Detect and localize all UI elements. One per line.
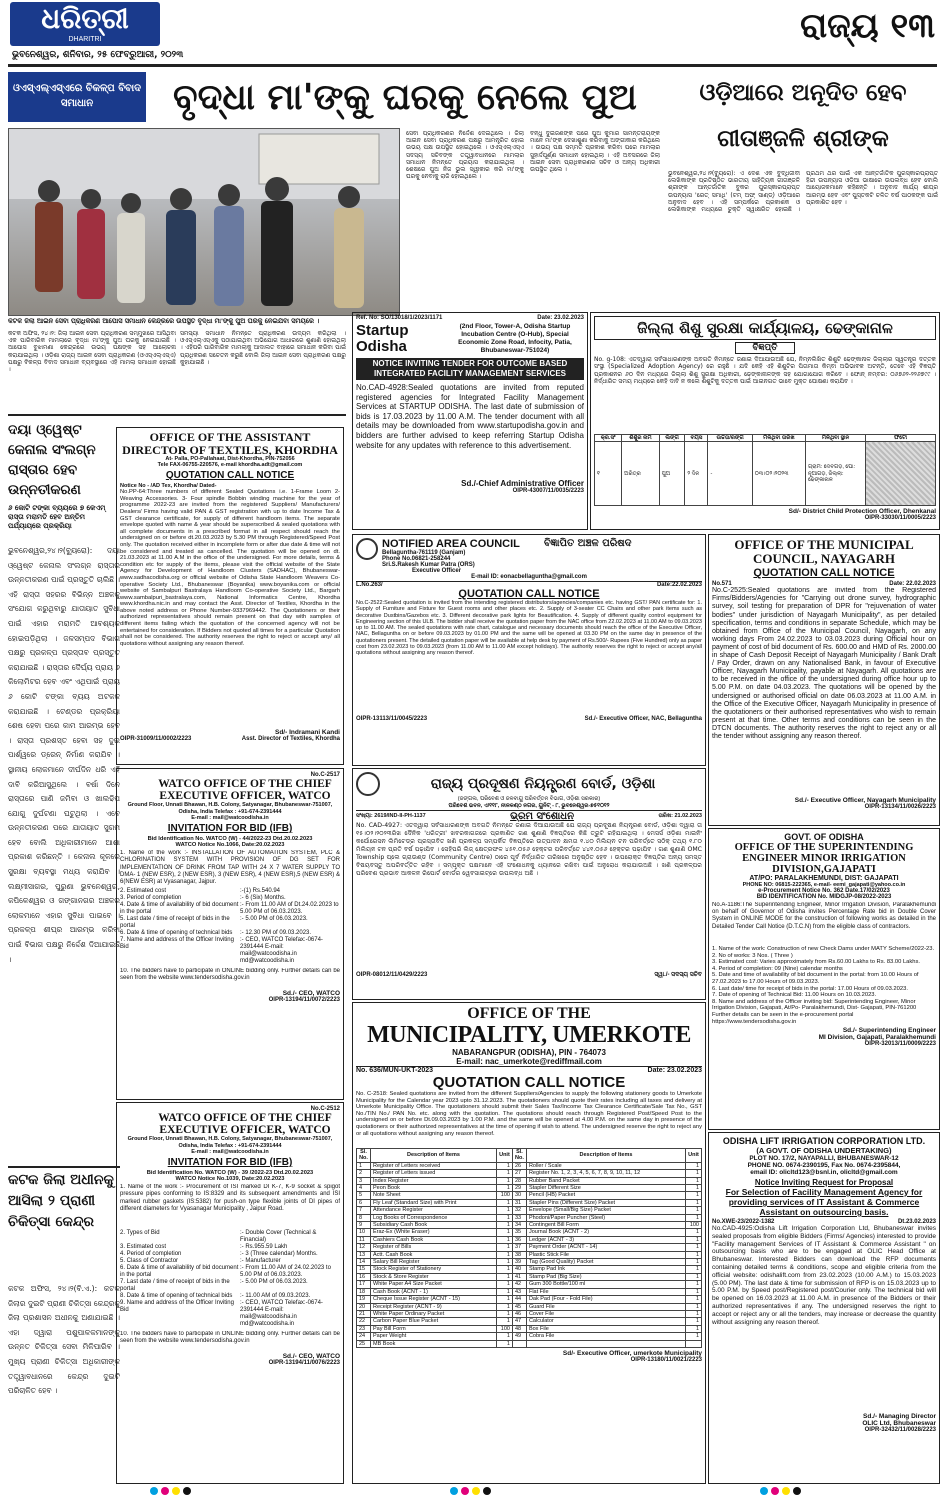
table-cell: 1 — [686, 1170, 702, 1177]
story1-photo — [8, 128, 400, 316]
table-cell: Roller / Scale — [526, 1162, 685, 1169]
table-cell: Ledger (ACNT - 3) — [526, 1236, 685, 1243]
table-cell: 15 — [357, 1266, 371, 1273]
table-cell: Rubber Band Packet — [526, 1177, 685, 1184]
notice-textiles: OFFICE OF THE ASSISTANT DIRECTOR OF TEXTILES, KHORDHA At- Palla, PO-Pallahaat, Dist-Khordha, PIN-752056 Tele FAX-06755-220576, e-mail khordha.adt@gmail.com QUOTATION CALL NOTICE Notice No - /AD Tex, Khordha/ Dated- No.PP-64:Three numbers of different Sealed Quotations i.e. 1-Frame Loom 2- Weaving Accessories. 3- Four spindle Bobbin winding machine for the year of programme 2022-23 are invited from the registered Suppliers/ Manufacturers/ Dealers/ Firms having valid PAN & GST registration with up to date Income Tax & GST clearance certificate, for supply of different handloom items. The separate envelope quoted with name & year should be superscribed & sealed quotations with all complete documents in a prescribed format in all respect should reach the undersigned on or before dt.20.03.2023 by 5.30 PM through Registered/Speed Post only. The quotation received either in incomplete form or after due date & time will not be considered and treated as cancelled. The quotation will be opened on dt. 21.03.2023 at 11.00 A.M in the office of the undersigned. For more details, terms & condition etc for supply of the items, please visit the official website of the State Agency for Development of Handloom Clusters (SADHAC), Bhubaneswar-www.sadhacodisha.org or official website of Odisha State Handloom Weavers Co-operative Society Ltd., Bhubaneswar (Boyanika) www.boyanika.com or official website of Sambalpuri Bastralaya Handloom Co-operative Society Ltd., Bargarh www.sambalpuri_bastralaya.com, National Informatics Centre, Khordha www.khordha.nic.in and may contact the Asst. Director of Textiles, Khordha in the above noted address or Phone Number-9337969442. The Quotationers or their authorized representatives should remain present on that day with samples of different items failing which the quotation of the concerned agency will not be entertained for consideration. If Bidders not quoted all times for a particular Quotation shall not be considered. The authority reserves the right to reject or accept any/ all quotations without assigning any reason thereof. Sd/- Indramani Kandi OIPR-31009/11/0002/2223 Asst. Director of Textiles, Khordha — [116, 427, 344, 765]
notice-nac: NOTIFIED AREA COUNCIL Bellaguntha-761119 (Ganjam) Phone No.06821-258244 Sri.S.Rakesh Kumar Patra (ORS) Executive Officer ବିଜ୍ଞାପିତ ଅଞ୍ଚଳ ପରିଷଦ E-mail ID: eonacbellaguntha@gmail.com L.No.263/ Date:22.02.2023 QUOTATION CALL NOTICE No.C-2522:Sealed quotation is invited from the intending registered distributors/agencies/companies etc. having GST/ PAN certificate for: 1. Supply of Furniture and Fixture for Guest rooms and other places etc. 2. Supply of 3-seater CC Chairs and other park items such as decorative Dustbins/Gazebos etc. 3. Different decorative park lights for Beautification. 4. Supply of different quality control equipment for Engineering section of this ULB. The bidder shall receive the quotation paper from the NAC office from 22.02.2023 at 11.00 AM to 09.03.2023 up to 11.00 AM. The sealed quotations with rate chart, catalogue and necessary documents should reach the office of the Executive Officer, NAC, Bellaguntha on or before 09.03.2023 by 01.00 PM and the same will be opened at 03.30 PM on the same day in presence of the quotationers present. The detailed quotation paper will be available at help desk by payment of Rs.500/- Rupees (Five Hundred) only as paper cost from 23.02.2023 to 09.03.2023 (from 11.00 AM to 11.00 AM except holidays). The authority reserves the right to reject or accept any/all quotations without assigning any reason thereof. OIPR-13113/11/0045/2223 Sd./- Executive Officer, NAC, Bellaguntha — [352, 534, 706, 766]
child-photo — [866, 442, 936, 506]
table-cell: 1 — [496, 1340, 512, 1347]
table-cell: 100 — [496, 1325, 512, 1332]
table-cell: 1 — [496, 1296, 512, 1303]
table-cell: 14 — [357, 1259, 371, 1266]
dcpo-table: କ୍ର.ସଂ ଶିଶୁର ନାମ ଲିଙ୍ଗ ବୟସ ଉଚ୍ଚତା/ରଙ୍ଗ ମିଳିଥିବା ତାରିଖ ମିଳିଥିବା ସ୍ଥାନ ଫଟୋ ୧ ଅରିତ୍ର ପୁଅ ୨ ଦିନ - ୦୩।୦୨।୨୦୨୩ ଗ୍ରାମ: ଦେବଗଡ଼, ପୋ: ନୂଆଗଡ଼, ଜିଲ୍ଲା: ଢେଙ୍କାନାଳ — [594, 434, 936, 506]
people-photo-icon — [9, 129, 400, 316]
table-cell: 31 — [512, 1199, 526, 1206]
table-cell: 35 — [512, 1229, 526, 1236]
color-registration-marks-3 — [760, 1487, 801, 1495]
notice-startup: Ref. No: SO/13018/1/2023/1171 Date: 23.02.2023 Startup Odisha (2nd Floor, Tower-A, Odisha Startup Incubation Centre (O-Hub), Special Economic Zone Road, Infocity, Patia, Bhubaneswar-751024) NOTICE INVITING TENDER FOR OUTCOME BASED INTEGRATED FACILITY MANAGEMENT SERVICES No.CAD-4928:Sealed quotations are invited from reputed registered agencies for Integrated Facility Management Services at STARTUP ODISHA. The last date of submission of bids is 17.03.2023 by 11.00 A.M. The tender document with all details may be downloaded from www.startupodisha.gov.in and bidders are further advised to keep referring Startup Odisha website for any updates with reference to this advertisement. Sd./-Chief Administrative Officer OIPR-43007/11/0035/2223 — [352, 312, 588, 530]
table-cell: Calculator — [526, 1318, 685, 1325]
startup-logo: Startup Odisha — [356, 322, 409, 355]
table-cell: 1 — [686, 1259, 702, 1266]
table-cell: 1 — [496, 1236, 512, 1243]
table-cell: Cash Book (ACNT - 1) — [371, 1288, 497, 1295]
table-cell: 39 — [512, 1259, 526, 1266]
table-row — [357, 1281, 702, 1288]
story1-headline: ବୃଦ୍ଧା ମା'ଙ୍କୁ ଘରକୁ ନେଲେ ପୁଅ — [173, 77, 637, 118]
table-cell: 1 — [496, 1222, 512, 1229]
table-cell: Plastic Stick File — [526, 1251, 685, 1258]
table-cell: 1 — [686, 1236, 702, 1243]
table-cell: 1 — [496, 1273, 512, 1280]
table-row — [357, 1236, 702, 1243]
table-cell: Stock & Store Register — [371, 1273, 497, 1280]
table-cell: 1 — [496, 1170, 512, 1177]
table-cell: 1 — [496, 1318, 512, 1325]
table-cell: 9 — [357, 1222, 371, 1229]
table-cell: 1 — [686, 1296, 702, 1303]
table-cell: 1 — [686, 1288, 702, 1295]
dcpo-title: ଜିଲ୍ଲା ଶିଶୁ ସୁରକ୍ଷା କାର୍ଯ୍ୟାଳୟ, ଢେଙ୍କାନାଳ — [594, 316, 936, 340]
table-row — [357, 1303, 702, 1310]
table-cell: 45 — [512, 1303, 526, 1310]
table-cell: 1 — [496, 1303, 512, 1310]
notice-nayagarh: OFFICE OF THE MUNICIPAL COUNCIL, NAYAGARH QUOTATION CALL NOTICE No.571 Date: 22.02.2023 No.C-2525:Sealed quotations are invited from the Registered Firms/Bidders/Agencies for "Carrying out drone survey, hydrographic survey, soil testing for preparation of DPR for "rejuvenation of water bodies" under jurisdiction of Nayagarh Municipality", as per detailed specification, terms and conditions in separate Schedule, which may be obtained from Office of the Municipal Council, Nayagarh, on any working days From 24.02.2023 to 03.03.2023 during Official hour on payment of cost of bid document of Rs. 600.00 and HMD of Rs. 2000.00 in shape of Cash Deposit Receipt of Nayagarh Municipality / Bank Draft / Pay Order, drawn on any Nationalised Bank, in favour of Executive Officer, Nayagarh Municipality, payable at Nayagarh. All quotations are to be received in the office of the undersigned during office hour up to 5.00 P.M. on date 04.03.2023. The quotations will be opened by the undersigned or authorised official on date 06.03.2023 at 11.00 A.M. in the Office of the Executive Officer, Nayagarh Municipality in presence of the quotationers or their authorised representatives who wish to remain present at that time. Other terms and conditions can be seen in the DTCN documents. The authority reserves the right to reject any or all the tender without assigning any reason thereof. Sd./- Executive Officer, Nayagarh Municipality OIPR-13134/11/0026/2223 — [708, 534, 940, 826]
table-cell: Note Sheet — [371, 1192, 497, 1199]
table-cell: 1 — [686, 1273, 702, 1280]
table-cell: Tag (Good Quality) Packet — [526, 1259, 685, 1266]
story1-body-c: କଟକ ଅଫିସ, ୨୪।୨: ଜିଲା ଆଇନ ସେବା ପ୍ରାଧିକରଣ ସମ୍ମୁଖରେ ଆସିଥିବା ଏକ ପାରିବାରିକ ମାମଲାରେ ବୃଦ୍ଧା ମା'ଙ୍କୁ ପୁଅ ଘରକୁ ନେଇଯାଇଛି । ଆପୋସ ବୁଝାମଣା କେନ୍ଦ୍ରରେ ଉଭୟ ପକ୍ଷଙ୍କ ସହ ଆଲୋଚନା କରାଯାଇଥିଲା । ଓଡ଼ିଶା ରାଜ୍ୟ ଆଇନ ସେବା ପ୍ରାଧିକରଣ (ଓଏସ୍ଏଲ୍ଏସ୍ଏ) ପକ୍ଷରୁ ବିକଳ୍ପ ବିବାଦ ସମାଧାନ ବ୍ୟବସ୍ଥାରେ ଏହି ମାମଲା ସମାଧାନ ହୋଇଛି । — [8, 330, 176, 374]
story1-body-b: ବନ୍ଧୁ ଦୁଇଜଣଙ୍କ ପରେ ପୁଅ କୁମାର ସାମନ୍ତରାୟଙ୍କ ମାନେ ମା'ଙ୍କ ଦେଖାଶୁଣା କରିବାକୁ ଅଙ୍ଗୀକାର କରିଥିଲେ । ଉଭୟ ପକ୍ଷ ସମ୍ମତି ପ୍ରକାଶ କରିବା ପରେ ମାମଲାର ସୁହାର୍ଦ୍ଦପୂର୍ଣ୍ଣ ସମାଧାନ ହୋଇଥିଲା । ଏହି ଅବସରରେ ଜିଲା ଆଇନ ସେବା ପ୍ରାଧିକରଣର ସଚିବ ଓ ଅନ୍ୟ ଅଧିକାରୀ ଉପସ୍ଥିତ ଥିଲେ । — [530, 130, 660, 174]
table-cell: Phodoni/Paper Puncher (Steel) — [526, 1214, 685, 1221]
table-row — [357, 1207, 702, 1214]
table-cell: 29 — [512, 1185, 526, 1192]
table-cell: 1 — [686, 1310, 702, 1317]
table-cell: MB Book — [371, 1340, 497, 1347]
table-cell: 1 — [496, 1207, 512, 1214]
table-cell: 32 — [512, 1207, 526, 1214]
table-cell: 43 — [512, 1288, 526, 1295]
table-cell: 1 — [686, 1303, 702, 1310]
story4-headline: କଟକ ଜିଲା ଅଧୀନକୁ ଆସିଲା ୨ ପ୍ରାଣୀ ଚିକିତ୍ସା କେନ୍ଦ୍ର — [8, 1172, 114, 1230]
story3-headline: ଦୟା ଓ୍ୱେଷ୍ଟ କେନାଲ ସଂଲଗ୍ନ ରାସ୍ତାର ହେବ ଉନ୍ନତୀକରଣ — [8, 422, 96, 498]
table-cell: 1 — [686, 1266, 702, 1273]
table-cell: Register of Letters received — [371, 1162, 497, 1169]
table-cell: 37 — [512, 1244, 526, 1251]
notice-olic: ODISHA LIFT IRRIGATION CORPORATION LTD. (A GOVT. OF ODISHA UNDERTAKING) PLOT NO. 17/2, NAYAPALLI, BHUBANESWAR-12 PHONE NO. 0674-2390195, Fax No. 0674-2395844, email ID: olicltd123@bsnl.in, olicltd@gmail.com Notice Inviting Request for Proposal For Selection of Facility Management Agency for providing services of IT Assistant & Commerce Assistant on outsourcing basis. No.XWE-23/2022-1382 Dt.23.02.2023 No.CAD-4925:Odisha Lift Irrigation Corporation Ltd, Bhubaneswar invites sealed proposals from eligible Bidders (Firms/ Agencies) interested to provide "Facility management Services of IT Assistant & Commerce Assistant " on outsourcing basis who are to be engaged at OLIC Head Office at Bhubaneswar. Interested Bidders can download the RFP documents containing detailed terms & conditions, scope and eligible criteria from the official website: odishalift.com from 23.02.2023 (10.00 A.M.) to 15.03.2023 (5.00 PM). The last date & time for submission of RFP is on 15.03.2023 up to 5.00 P.M. by Speed post/Registered post/Courier only. The technical bid will be opened on 16.03.2023 at 11.00 A.M. in presence of the Bidders or their authorized representatives if any. The undersigned reserves the right to accept or reject any or all the tenders, may increase or decrease the quantity without assigning any reason thereof. Sd./- Managing Director OLIC Ltd, Bhubaneswar OIPR-32432/11/0028/2223 — [708, 1132, 940, 1484]
table-cell: 1 — [496, 1333, 512, 1340]
table-cell: 25 — [357, 1340, 371, 1347]
table-cell: Peon Book — [371, 1185, 497, 1192]
table-cell: Eraz-Ex (White Eraser) — [371, 1229, 497, 1236]
table-cell: 24 — [357, 1333, 371, 1340]
table-cell: Pencil (HB) Packet — [526, 1192, 685, 1199]
table-cell: Stock Register of Stationery — [371, 1266, 497, 1273]
umerkote-items-table: Sl. No. Description of Items Unit Sl. No. Description of Items Unit 1 Register of Letters received 1 26 Roller / Scale 1 2 Register of Letters issued 1 27 Register No. 1, 2, 3, 4, 5, 6, 7, 8, 9, 10, 11, 12 1 3 Index Register 1 28 Rubber Band Packet 1 4 Peon Book 1 29 Stapler Different Size 1 5 Note Sheet 100 30 Pencil (HB) Packet 1 6 Fly Leaf (Standard Size) with Print 1 31 Stapler Pins (Different Size) Packet 1 7 Attendance Register 1 32 Envelope (Small/Big Size) Packet 1 8 Log Books of Correspondence 1 33 Phodoni/Paper Puncher (Steel) 1 9 Subsidiary Cash Book 1 34 Contingent Bill Form 100 10 Eraz-Ex (White Eraser) 1 35 Journal Book (ACNT - 2) 1 11 Cashiers Cash Book 1 36 Ledger (ACNT - 3) 1 12 Register of Bills 1 37 Payment Order (ACNT - 14) 1 13 Actt. Cash Book 1 38 Plastic Stick File 1 14 Salary Bill Register 1 39 Tag (Good Quality) Packet 1 15 Stock Register of Stationery 1 40 Stamp Pad Ink 1 16 Stock & Store Register 1 41 Stamp Pad (Big Size) 1 17 White Paper A4 Size Packet 1 42 Gum 300 Bottle/100 ml 1 18 Cash Book (ACNT - 1) 1 43 Flat File 1 19 Cheque Issue Register (ACNT - 15) 1 44 Dak Pad (Four - Fold File) 1 20 Receipt Register (ACNT - 9) 1 45 Guard File 1 21 White Paper Ordinary Packet 1 46 Cover File 1 22 Carbon Paper Blue Packet 1 47 Calculator 1 23 Pay Bill Form 100 48 Box File 1 24 Paper Weight 1 49 Cobra File 1 25 MB Book 1 — [356, 1148, 702, 1348]
table-cell: Register of Bills — [371, 1244, 497, 1251]
table-cell: 1 — [496, 1288, 512, 1295]
table-cell: 1 — [496, 1281, 512, 1288]
textiles-title: OFFICE OF THE ASSISTANT DIRECTOR OF TEXTILES, KHORDHA — [122, 430, 338, 457]
table-cell: 1 — [496, 1266, 512, 1273]
table-row — [357, 1325, 702, 1332]
table-cell: Fly Leaf (Standard Size) with Print — [371, 1199, 497, 1206]
table-row — [357, 1177, 702, 1184]
table-cell: Flat File — [526, 1288, 685, 1295]
masthead-logo: ଧରିତ୍ରୀ DHARITRI — [10, 2, 160, 46]
table-row — [357, 1340, 702, 1347]
startup-heading: NOTICE INVITING TENDER FOR OUTCOME BASED INTEGRATED FACILITY MANAGEMENT SERVICES — [356, 358, 584, 380]
table-cell: 10 — [357, 1229, 371, 1236]
table-cell: 1 — [496, 1177, 512, 1184]
story1-kicker: ଓଏସ୍ଏଲ୍ଏସ୍ଏରେ ବିକଳ୍ପ ବିବାଦ ସମାଧାନ — [8, 72, 146, 122]
table-cell: 38 — [512, 1251, 526, 1258]
table-cell: 1 — [686, 1207, 702, 1214]
table-cell: 1 — [686, 1244, 702, 1251]
table-cell: 44 — [512, 1296, 526, 1303]
table-cell: 1 — [686, 1318, 702, 1325]
table-row — [357, 1214, 702, 1221]
table-cell: 5 — [357, 1192, 371, 1199]
table-row — [357, 1199, 702, 1206]
table-row — [357, 1229, 702, 1236]
table-cell: 17 — [357, 1281, 371, 1288]
table-cell: 47 — [512, 1318, 526, 1325]
table-row — [357, 1162, 702, 1169]
table-cell: Cover File — [526, 1310, 685, 1317]
table-cell: 1 — [686, 1199, 702, 1206]
table-row — [357, 1273, 702, 1280]
table-cell: Carbon Paper Blue Packet — [371, 1318, 497, 1325]
table-cell: 30 — [512, 1192, 526, 1199]
notice-watco-2: No.C-2512 WATCO OFFICE OF THE CHIEF EXECUTIVE OFFICER, WATCO Ground Floor, Unnati Bhawan, H.B. Colony, Satyanagar, Bhubaneswar-751007, Odisha, India Telefax : +91-674-2391444 E-mail : mail@watcoodisha.in INVITATION FOR BID (IFB) Bid Identification No. WATCO (W) - 39 /2022-23 Dtd.20.02.2023 WATCO Notice No.1039, Date:20.02.2023 1. Name of the work :- Procurement of ISI marked DI K-7, K-9 socket & spigot pressure pipes conforming to IS:8329 and its subsequent amendments and ISI marked rubber gaskets (IS:5382) for push-on type flexible joints of DI pipes of different diameters for Vyasanagar Municipality , Jaipur Road. 2. Types of Bid :- Double Cover (Technical & Financial) 3. Estimated cost :- Rs.955.59 Lakh 4. Period of completion :- 3 (Three calendar) Months. 5. Class of Contractor :- Manufacturer 6. Date & time of availability of bid document in the portal :- From 11.00 AM of 24.02.2023 to 5.00 PM of 06.03.2023. 7. Last date / time of receipt of bids in the portal :- 5.00 PM of 06.03.2023. 8. Date & time of opening of technical bids :- 11.00 AM of 09.03.2023. 9. Name and address of the Officer Inviting Bid :- CEO, WATCO Telefax:-0674-2391444 E-mail: mail@watcoodisha.in md@watcoodisha.in 10. The bidders have to participate in ONLINE bidding only. Further details can be seen from the website www.tendersodisha.gov.in Sd./- CEO, WATCO OIPR-13194/11/0076/2223 — [116, 1102, 344, 1484]
page-label: ରାଜ୍ୟ ୧୩ — [800, 6, 935, 46]
story4-body: କଟକ ଅଫିସ, ୨୪।୨(ବି.ଏ.): କଟକ ଜିଲାର ଦୁଇଟି ପ୍ରାଣୀ ଚିକିତ୍ସା କେନ୍ଦ୍ରକୁ ଜିଲା ପ୍ରଶାସନ ଅଧୀନକୁ ଅଣାଯାଇଛି । ଏହା ଦ୍ୱାରା ପଶୁପାଳକମାନଙ୍କୁ ଉନ୍ନତ ଚିକିତ୍ସା ସେବା ମିଳିପାରିବ । ମୁଖ୍ୟ ପ୍ରାଣୀ ଚିକିତ୍ସା ଅଧିକାରୀଙ୍କ ତତ୍ତ୍ୱାବଧାନରେ କେନ୍ଦ୍ର ଦୁଇଟି ପରିଚାଳିତ ହେବ । — [8, 1284, 120, 1396]
table-cell: 7 — [357, 1207, 371, 1214]
masthead — [0, 0, 945, 70]
table-cell: 1 — [496, 1162, 512, 1169]
table-cell: 16 — [357, 1273, 371, 1280]
table-cell: Log Books of Correspondence — [371, 1214, 497, 1221]
gajapati-items: 1. Name of the work: Construction of new Check Dams under MATY Scheme/2022-23. 2. No of works: 3 Nos. ( Three ) 3. Estimated cost: Varies approximately from Rs.60.00 Lakhs to Rs. 83.00 Lakhs. 4. Period of completion: 09 (Nine) calendar months 5. Date and time of availability of bid document in the portal: from 10.00 Hours of 27.02.2023 to 17.00 Hours of 09.03.2023. 6. Last date/ time for receipt of bids in the portal: 17.00 Hours of 09.03.2023. 7. Date of opening of Technical Bid: 11.00 Hours on 10.03.2023. 8. Name and address of the Officer inviting bid: Superintending Engineer, Minor Irrigation Division, Gajapati, At/Po- Paralakhemundi, Dist- Gajapati, PIN-761200 Further details can be seen in the e-procurement portal https://www.tendersodisha.gov.in — [712, 946, 935, 1025]
table-row — [357, 1244, 702, 1251]
table-cell: 49 — [512, 1333, 526, 1340]
table-cell: Stamp Pad Ink — [526, 1266, 685, 1273]
table-cell: 1 — [496, 1229, 512, 1236]
table-cell: 11 — [357, 1236, 371, 1243]
table-cell: 1 — [496, 1185, 512, 1192]
table-row — [357, 1222, 702, 1229]
table-row — [357, 1170, 702, 1177]
table-cell: 20 — [357, 1303, 371, 1310]
notice-dcpo: ଜିଲ୍ଲା ଶିଶୁ ସୁରକ୍ଷା କାର୍ଯ୍ୟାଳୟ, ଢେଙ୍କାନାଳ ବିଜ୍ଞପ୍ତି No. g-108: ଏତଦ୍ୱାରା ସର୍ବସାଧାରଣଙ୍କ ଅବଗତି ନିମନ୍ତେ ଜଣାଇ ଦିଆଯାଉଅଛି ଯେ, ନିମ୍ନଲିଖିତ ଶିଶୁଟି ଢେଙ୍କାନାଳ ଜିଲ୍ଲାର ସ୍ୱତନ୍ତ୍ର ଦତ୍ତକ ସଂସ୍ଥା (Specialized Adoption Agency) ରେ ରହୁଛି । ଯଦି କେହି ଏହି ଶିଶୁଟିର ପିତାମାତା କିମ୍ବା ଅଭିଭାବକ ଅଟନ୍ତି, ତେବେ ଏହି ବିଜ୍ଞପ୍ତି ପ୍ରକାଶନର ୬୦ ଦିନ ମଧ୍ୟରେ ଜିଲ୍ଲା ଶିଶୁ ସୁରକ୍ଷା ଅଧିକାରୀ, ଢେଙ୍କାନାଳଙ୍କ ସହ ଯୋଗାଯୋଗ କରିବେ । ଫୋନ୍ ନମ୍ବର: ୦୬୭୬୨-୨୨୬୭୯୯ । ନିର୍ଦ୍ଧାରିତ ସମୟ ମଧ୍ୟରେ କେହି ଦାବି ନ କଲେ ଶିଶୁଟିକୁ ଦତ୍ତକ ପାଇଁ ଆଇନଗତ ଭାବେ ମୁକ୍ତ ଘୋଷଣା କରାଯିବ । କ୍ର.ସଂ ଶିଶୁର ନାମ ଲିଙ୍ଗ ବୟସ ଉଚ୍ଚତା/ରଙ୍ଗ ମିଳିଥିବା ତାରିଖ ମିଳିଥିବା ସ୍ଥାନ ଫଟୋ ୧ ଅରିତ୍ର ପୁଅ ୨ ଦିନ - ୦୩।୦୨।୨୦୨୩ ଗ୍ରାମ: ଦେବଗଡ଼, ପୋ: ନୂଆଗଡ଼, ଜିଲ୍ଲା: ଢେଙ୍କାନାଳ Sd/- District Child Protection Officer, Dhenkanal OIPR-33030/11/0005/2223 — [590, 312, 940, 530]
table-row — [357, 1318, 702, 1325]
table-cell: Receipt Register (ACNT - 9) — [371, 1303, 497, 1310]
pollution-board-emblem-icon — [356, 772, 380, 796]
table-row — [357, 1310, 702, 1317]
story2-headline: ଓଡ଼ିଆରେ ଅନୂଦିତ ହେବ ଗୀତାଞ୍ଜଳି ଶ୍ରୀଙ୍କ — [699, 80, 907, 152]
table-cell: Guard File — [526, 1303, 685, 1310]
table-cell: 42 — [512, 1281, 526, 1288]
table-cell: 40 — [512, 1266, 526, 1273]
table-cell: 1 — [686, 1214, 702, 1221]
table-cell: Cashiers Cash Book — [371, 1236, 497, 1243]
table-row — [357, 1251, 702, 1258]
table-cell: 41 — [512, 1273, 526, 1280]
table-cell: Register No. 1, 2, 3, 4, 5, 6, 7, 8, 9, 10, 11, 12 — [526, 1170, 685, 1177]
table-cell: 26 — [512, 1162, 526, 1169]
table-cell: 48 — [512, 1325, 526, 1332]
color-registration-marks-2 — [450, 1487, 491, 1495]
story1-body-d: ସମସ୍ୟା ସମାଧାନ ନିମନ୍ତେ ପ୍ରାଧିକରଣ ଉଦ୍ୟମ କରିଥିଲା । ଓଏସ୍ଏଲ୍ଏସ୍ଏକୁ ପଠାଯାଇଥିବା ଅଭିଯୋଗ ଆଧାରରେ ଶୁଣାଣି ହୋଇଥିଲା । ଏହିପରି ପାରିବାରିକ ମାମଲାକୁ ଆଦାଲତ ବାହାରେ ସମାଧାନ କରିବା ପାଇଁ ପ୍ରାଧିକରଣ ସଚେତନ କରୁଛି ବୋଲି ଜିଲା ଆଇନ ସେବା ପ୍ରାଧିକରଣ ପକ୍ଷରୁ କୁହାଯାଇଛି । — [180, 330, 346, 366]
notice-umerkote: OFFICE OF THE MUNICIPALITY, UMERKOTE NABARANGPUR (ODISHA), PIN - 764073 E-mail: nac_umerkote@rediffmail.com No. 636/MUN-UKT-2023 Date: 23.02.2023 QUOTATION CALL NOTICE No. C-2518: Sealed quotations are invited from the different Suppliers/Agencies to supply the following stationery goods to Umerkote Municipality for the Calendar year 2023 upto 31.12.2023. The quotationers should quote their rates including all taxes and delivery at Umerkote Municipality Office. The quotationers should submit their Sales Tax/Income Tax Clearance Certificate/Sale Tax No., GST No./TIN No./ PAN No. etc. along with the quotation. The quotations should reach through Registered Post/Speed Post to the undersigned on or before Dt.09.03.2023 by 1.00 P.M. and the same will be opened at 4.00 P.M. on the same day in presence of the quotationers or their authorized representatives at the time of opening if wish to attend. The undersigned reserve the right to reject any or all quotations without assigning any reason thereof. Sl. No. Description of Items Unit Sl. No. Description of Items Unit 1 Register of Letters received 1 26 Roller / Scale 1 2 Register of Letters issued 1 27 Register No. 1, 2, 3, 4, 5, 6, 7, 8, 9, 10, 11, 12 1 3 Index Register 1 28 Rubber Band Packet 1 4 Peon Book 1 29 Stapler Different Size 1 5 Note Sheet 100 30 Pencil (HB) Packet 1 6 Fly Leaf (Standard Size) with Print 1 31 Stapler Pins (Different Size) Packet 1 7 Attendance Register 1 32 Envelope (Small/Big Size) Packet 1 8 Log Books of Correspondence 1 33 Phodoni/Paper Puncher (Steel) 1 9 Subsidiary Cash Book 1 34 Contingent Bill Form 100 10 Eraz-Ex (White Eraser) 1 35 Journal Book (ACNT - 2) 1 11 Cashiers Cash Book 1 36 Ledger (ACNT - 3) 1 12 Register of Bills 1 37 Payment Order (ACNT - 14) 1 13 Actt. Cash Book 1 38 Plastic Stick File 1 14 Salary Bill Register 1 39 Tag (Good Quality) Packet 1 15 Stock Register of Stationery 1 40 Stamp Pad Ink 1 16 Stock & Store Register 1 41 Stamp Pad (Big Size) 1 17 White Paper A4 Size Packet 1 42 Gum 300 Bottle/100 ml 1 18 Cash Book (ACNT - 1) 1 43 Flat File 1 19 Cheque Issue Register (ACNT - 15) 1 44 Dak Pad (Four - Fold File) 1 20 Receipt Register (ACNT - 9) 1 45 Guard File 1 21 White Paper Ordinary Packet 1 46 Cover File 1 22 Carbon Paper Blue Packet 1 47 Calculator 1 23 Pay Bill Form 100 48 Box File 1 24 Paper Weight 1 49 Cobra File 1 25 MB Book 1 Sd/- Executive Officer, umerkote Municipality OIPR-13180/11/0021/2223 — [352, 1002, 706, 1484]
table-cell: Contingent Bill Form — [526, 1222, 685, 1229]
table-cell: Stapler Pins (Different Size) Packet — [526, 1199, 685, 1206]
table-cell: 100 — [496, 1192, 512, 1199]
table-cell: Subsidiary Cash Book — [371, 1222, 497, 1229]
table-cell: 46 — [512, 1310, 526, 1317]
table-row — [357, 1266, 702, 1273]
table-cell: 1 — [496, 1310, 512, 1317]
table-cell: 100 — [686, 1222, 702, 1229]
table-cell: 1 — [686, 1229, 702, 1236]
watco1-items: 2. Estimated cost :-(1) Rs.540.94 3. Period of completion :- 6 (Six) Months. 4. Date & time of availability of bid document in the portal :- From 11.00 AM of Dt.24.02.2023 to 5.00 PM of 06.03.2023. 5. Last date / time of receipt of bids in the portal :- 5.00 PM of 06.03.2023. 6. Date & time of opening of technical bids :- 12.30 PM of 09.03.2023. 7. Name and address of the Officer Inviting Bid :- CEO, WATCO Telefax:-0674-2391444 E-mail: mail@watcoodisha.in md@watcoodisha.in — [120, 888, 339, 965]
table-cell: 3 — [357, 1177, 371, 1184]
table-cell: 21 — [357, 1310, 371, 1317]
table-cell: Payment Order (ACNT - 14) — [526, 1244, 685, 1251]
table-cell: Stamp Pad (Big Size) — [526, 1273, 685, 1280]
table-cell — [512, 1340, 526, 1347]
story3-body: ଭୁବନେଶ୍ୱର,୨୪।୨(ବ୍ୟୁରୋ): ଦୟା ଓ୍ୱେଷ୍ଟ କେନାଲ ସଂଲଗ୍ନ ରାସ୍ତାର ଉନ୍ନତୀକରଣ ପାଇଁ ପ୍ରସ୍ତୁତି ଚାଲିଛି । ଏହି ରାସ୍ତା ସହରର ବିଭିନ୍ନ ଅଞ୍ଚଳକୁ ସଂଯୋଗ କରୁଥିବାରୁ ଯାତାୟାତ ସୁବିଧା ପାଇଁ ଏହାର ମରାମତି ଆବଶ୍ୟକ ହୋଇପଡ଼ିଥିଲା । ଜଳସମ୍ପଦ ବିଭାଗ ପକ୍ଷରୁ ପ୍ରକଳ୍ପ ପ୍ରସ୍ତାବ ପ୍ରସ୍ତୁତ କରାଯାଇଛି । ରାସ୍ତାର ଦୈର୍ଘ୍ୟ ପ୍ରାୟ ୭ କିଲୋମିଟର ହେବ ଏବଂ ଏଥିପାଇଁ ପ୍ରାୟ ୬ କୋଟି ଟଙ୍କା ବ୍ୟୟ ଅଟକଳ କରାଯାଇଛି । ଟେଣ୍ଡର ପ୍ରକ୍ରିୟା ଶେଷ ହେବା ପରେ କାମ ଆରମ୍ଭ ହେବ । ରାସ୍ତା ପ୍ରଶସ୍ତ ହେବା ସହ ଦୁଇ ପାର୍ଶ୍ୱରେ ଡ୍ରେନ୍ ନିର୍ମାଣ କରାଯିବ । ସ୍ଥାନୀୟ ଲୋକମାନେ ଦୀର୍ଘଦିନ ଧରି ଏହି ଦାବି କରିଆସୁଥିଲେ । ବର୍ଷା ଦିନେ ରାସ୍ତାରେ ପାଣି ଜମିବା ଓ ଖାଲଢିପ ଯୋଗୁ ଦୁର୍ଘଟଣା ଘଟୁଥିଲା । ଏବେ ଉନ୍ନତୀକରଣ ପରେ ଯାତାୟାତ ସୁଗମ ହେବ ବୋଲି ଅଧିକାରୀମାନେ ଆଶା ପ୍ରକାଶ କରିଛନ୍ତି । କେନାଲ କୂଳରେ ସୁରକ୍ଷା ବ୍ୟବସ୍ଥା ମଧ୍ୟ କରାଯିବ । ଲକ୍ଷ୍ମୀସାଗର, ପୁରୁଣା ଭୁବନେଶ୍ୱର, କପିଳେଶ୍ୱର ଓ ଗଙ୍ଗାନଗର ଅଞ୍ଚଳର ଲୋକମାନେ ଏହାର ସୁବିଧା ପାଇବେ । ପ୍ରକଳ୍ପ ଶୀଘ୍ର ଆରମ୍ଭ କରିବା ପାଇଁ ବିଭାଗ ପକ୍ଷରୁ ନିର୍ଦ୍ଦେଶ ଦିଆଯାଇଛି । — [8, 546, 120, 964]
table-cell: 13 — [357, 1251, 371, 1258]
table-row — [357, 1296, 702, 1303]
table-cell: Cobra File — [526, 1333, 685, 1340]
table-row — [357, 1259, 702, 1266]
table-cell: 1 — [496, 1251, 512, 1258]
table-cell: 1 — [496, 1214, 512, 1221]
table-cell: Register of Letters issued — [371, 1170, 497, 1177]
table-cell: 1 — [496, 1199, 512, 1206]
notice-pollution: ରାଜ୍ୟ ପ୍ରଦୂଷଣ ନିୟନ୍ତ୍ରଣ ବୋର୍ଡ, ଓଡ଼ିଶା (ଜଙ୍ଗଲ, ପରିବେଶ ଓ ଜଳବାୟୁ ପରିବର୍ତ୍ତନ ବିଭାଗ, ଓଡ଼ିଶା ସରକାର) ପରିବେଶ ଭବନ, ଏ/୧୧୮, ନୀଳକଣ୍ଠ ନଗର, ୟୁନିଟ୍ - ୮, ଭୁବନେଶ୍ୱର-୭୫୧୦୧୨ ସଂଖ୍ୟା: 2619/IND-II-PH-1137 ଭ୍ରମ ସଂଶୋଧନ ତାରିଖ: 21.02.2023 No. CAD-4927: ଏତଦ୍ୱାରା ସର୍ବସାଧାରଣଙ୍କ ଅବଗତି ନିମନ୍ତେ ଜଣାଇ ଦିଆଯାଉଅଛି ଯେ ରାଜ୍ୟ ପ୍ରଦୂଷଣ ନିୟନ୍ତ୍ରଣ ବୋର୍ଡ, ଓଡ଼ିଶା ଦ୍ୱାରା ତା ୧୫।୦୨।୨୦୨୩ରିଖ ଦୈନିକ 'ଧରିତ୍ରୀ' ଖବରକାଗଜରେ ପ୍ରକାଶିତ ଗଣ ଶୁଣାଣି ବିଜ୍ଞପ୍ତିରେ କିଛି ତ୍ରୁଟି ରହିଯାଇଥିଲା । ମେସର୍ସ ଓଡ଼ିଶା ମାଇନିଂ କର୍ପୋରେସନ ଲିମିଟେଡ୍‌ର ପ୍ରସ୍ତାବିତ ଖଣି ପ୍ରକଳ୍ପ ସମ୍ପର୍କିତ ବିଜ୍ଞପ୍ତିରେ ଉତ୍ପାଦନ କ୍ଷମତା ୧.୪୦ ମିଲିୟନ ଟନ ପରିବର୍ତ୍ତେ ସଠିକ୍ ତଥ୍ୟ ୧.୮୦ ମିଲିୟନ ଟନ ପ୍ରତି ବର୍ଷ ପଢ଼ାଯିବ । ସେହିପରି ଲିଜ୍ କ୍ଷେତ୍ରଫଳ ୪୫୧.୦୫୬ ହେକ୍ଟର ପରିବର୍ତ୍ତେ ୪୪୧.୦୫୬ ହେକ୍ଟର ପଢ଼ାଯିବ । ଗଣ ଶୁଣାଣି OMC Township ପ୍ଲେ ଗ୍ରାଉଣ୍ଡ (Community Centre) ଠାରେ ପୂର୍ବ ନିର୍ଦ୍ଧାରିତ ତାରିଖରେ ଅନୁଷ୍ଠିତ ହେବ । ଉପରୋକ୍ତ ବିଜ୍ଞପ୍ତିର ଅନ୍ୟ ସମସ୍ତ ବିଷୟବସ୍ତୁ ଅପରିବର୍ତ୍ତିତ ରହିବ । ସମ୍ପୃକ୍ତ ପକ୍ଷମାନେ ଏହି ସଂଶୋଧନକୁ ଧ୍ୟାନରେ ରଖିବା ପାଇଁ ଅନୁରୋଧ କରାଯାଉଅଛି । ଖଣି ପ୍ରକଳ୍ପର ପରିବେଶ ପ୍ରଭାବ ଆକଳନ ରିପୋର୍ଟ ବୋର୍ଡର ୱେବସାଇଟ୍‌ରେ ଉପଲବ୍ଧ ଅଛି । OIPR-08012/11/0429/2223 ସ୍ୱା./- ସଦସ୍ୟ ସଚିବ — [352, 768, 706, 1000]
table-row — [357, 1192, 702, 1199]
table-cell: 36 — [512, 1236, 526, 1243]
table-cell: 1 — [357, 1162, 371, 1169]
notice-gajapati: GOVT. OF ODISHA OFFICE OF THE SUPERINTENDING ENGINEER MINOR IRRIGATION DIVISION,GAJAPATI AT/PO: PARALAKHEMUNDI, DIST: GAJAPATI PHONE NO: 06815-222365, e-mail- eemi_gajapati@yahoo.co.in e-Procurement Notice No. 362 Date.17/02/2023 BID IDENTIFICATION No. MIDGJP-08/2022-2023 No.A-1186:The Superintending Engineer, Minor Irrigation Division, Paralakhemundi on behalf of Governor of Odisha invites Percentage Rate bid in Double Cover System in ONLINE MODE for the construction of following works as detailed in the Detailed Tender Call Notice (D.T.C.N) from the eligible class of contractors. 1. Name of the work: Construction of new Check Dams under MATY Scheme/2022-23. 2. No of works: 3 Nos. ( Three ) 3. Estimated cost: Varies approximately from Rs.60.00 Lakhs to Rs. 83.00 Lakhs. 4. Period of completion: 09 (Nine) calendar months 5. Date and time of availability of bid document in the portal: from 10.00 Hours of 27.02.2023 to 17.00 Hours of 09.03.2023. 6. Last date/ time for receipt of bids in the portal: 17.00 Hours of 09.03.2023. 7. Date of opening of Technical Bid: 11.00 Hours on 10.03.2023. 8. Name and address of the Officer inviting bid: Superintending Engineer, Minor Irrigation Division, Gajapati, At/Po- Paralakhemundi, Dist- Gajapati, PIN-761200 Further details can be seen in the e-procurement portal https://www.tendersodisha.gov.in Sd./- Superintending Engineer MI Division, Gajapati, Paralakhemundi OIPR-32013/11/0009/2223 — [708, 828, 940, 1130]
table-cell: 18 — [357, 1288, 371, 1295]
table-cell — [686, 1340, 702, 1347]
table-cell: Envelope (Small/Big Size) Packet — [526, 1207, 685, 1214]
table-cell: Stapler Different Size — [526, 1185, 685, 1192]
story2-body: ଭୁବନେଶ୍ୱର,୨୪।୨(ବ୍ୟୁରୋ): ଏ ଦେଶ ଏକ ବୁଦ୍ଧିଜୀବୀ ଲେଖିକାଙ୍କ ପ୍ରତିଷ୍ଠିତ ଭାରତୀୟ ସାହିତ୍ୟିକ ଗୀତାଞ୍ଜଳି ଶ୍ରୀଙ୍କ ଆନ୍ତର୍ଜାତିକ ବୁକର ପୁରସ୍କାରପ୍ରାପ୍ତ ଉପନ୍ୟାସ 'ରେତ୍ ସମାଧି' (ଟମ୍ ଅଫ୍ ସାଣ୍ଡ୍) ଓଡ଼ିଆରେ ଅନୁବାଦ ହେବ । ଏହି ସମ୍ପର୍କରେ ପ୍ରକାଶକ ଓ ଲେଖିକାଙ୍କ ମଧ୍ୟରେ ଚୁକ୍ତି ସ୍ୱାକ୍ଷରିତ ହୋଇଛି । ପ୍ରଥମ ଥର ପାଇଁ ଏକ ଆନ୍ତର୍ଜାତିକ ପୁରସ୍କାରପ୍ରାପ୍ତ ହିନ୍ଦୀ ଉପନ୍ୟାସ ଓଡ଼ିଆ ଭାଷାରେ ଉପଲବ୍ଧ ହେବ ବୋଲି ଆୟୋଜକମାନେ କହିଛନ୍ତି । ଅନୁବାଦ କାର୍ଯ୍ୟ ଶୀଘ୍ର ଆରମ୍ଭ ହେବ ଏବଂ ପୁସ୍ତକଟି ଚଳିତ ବର୍ଷ ପାଠକଙ୍କ ପାଇଁ ପ୍ରକାଶିତ ହେବ । — [668, 170, 938, 214]
table-cell: 22 — [357, 1318, 371, 1325]
table-cell: 1 — [686, 1177, 702, 1184]
table-cell: Cheque Issue Register (ACNT - 15) — [371, 1296, 497, 1303]
table-cell: 1 — [496, 1244, 512, 1251]
table-cell: 1 — [686, 1162, 702, 1169]
table-cell: Journal Book (ACNT - 2) — [526, 1229, 685, 1236]
table-row — [357, 1185, 702, 1192]
table-cell: 1 — [686, 1185, 702, 1192]
color-registration-marks — [150, 1487, 191, 1495]
table-cell: Index Register — [371, 1177, 497, 1184]
table-row — [357, 1333, 702, 1340]
table-cell: 1 — [686, 1325, 702, 1332]
table-cell — [526, 1340, 685, 1347]
table-cell: Attendance Register — [371, 1207, 497, 1214]
table-cell: 8 — [357, 1214, 371, 1221]
table-cell: 1 — [686, 1281, 702, 1288]
table-cell: Salary Bill Register — [371, 1259, 497, 1266]
table-cell: 28 — [512, 1177, 526, 1184]
masthead-dateline: ଭୁବନେଶ୍ୱର, ଶନିବାର, ୨୫ ଫେବ୍ରୁଆରୀ, ୨୦୨୩ — [12, 50, 184, 60]
table-row — [357, 1288, 702, 1295]
table-cell: 12 — [357, 1244, 371, 1251]
table-cell: 4 — [357, 1185, 371, 1192]
story1-body-a: ସେବା ପ୍ରାଧିକରଣର ନିର୍ଦ୍ଦେଶ ଦେଇଥିଲେ । ଜିଲା ଆଇନ ସେବା ପ୍ରାଧିକରଣ ପକ୍ଷରୁ ଆମନ୍ତ୍ରିତ ହୋଇ ଉଭୟ ପକ୍ଷ ଉପସ୍ଥିତ ହୋଇଥିଲେ । ଓଏସ୍ଏଲ୍ଏସ୍ଏ ସଦସ୍ୟ ସଚିବଙ୍କ ତତ୍ତ୍ୱାବଧାନରେ ମାମଲାର ସମାଧାନ ନିମନ୍ତେ ପ୍ରୟାସ କରାଯାଇଥିଲା । ଶେଷରେ ପୁଅ ନିଜ ଭୁଲ ସ୍ୱୀକାର କରି ମା'ଙ୍କୁ ଘରକୁ ନେବାକୁ ରାଜି ହୋଇଥିଲେ । — [406, 130, 524, 181]
table-cell: 19 — [357, 1296, 371, 1303]
notice-watco-1: No.C-2517 WATCO OFFICE OF THE CHIEF EXECUTIVE OFFICER, WATCO Ground Floor, Unnati Bhawan, H.B. Colony, Satyanagar, Bhubaneswar-751007, Odisha, India Telefax : +91-674-2391444 E-mail : mail@watcoodisha.in INVITATION FOR BID (IFB) Bid Identification No. WATCO (W) - 44/2022-23 Dtd.20.02.2023 WATCO Notice No.1066, Date:20.02.2023 1. Name of the work :- INSTALLATION OF AUTOMATION SYSTEM, PLC & CHLORINATION SYSTEM WITH PROVISION OF DG SET FOR IMPLEMENTATION OF DRINK FROM TAP WITH 24 X 7 WATER SUPPLY TO DMA- 1 (NEW ESR), 2 (NEW ESR), 3 (NEW ESR), 4 (NEW ESR),5 (NEW ESR) & 6(NEW ESR) at Vyasanagar, Jajpur. 2. Estimated cost :-(1) Rs.540.94 3. Period of completion :- 6 (Six) Months. 4. Date & time of availability of bid document in the portal :- From 11.00 AM of Dt.24.02.2023 to 5.00 PM of 06.03.2023. 5. Last date / time of receipt of bids in the portal :- 5.00 PM of 06.03.2023. 6. Date & time of opening of technical bids :- 12.30 PM of 09.03.2023. 7. Name and address of the Officer Inviting Bid :- CEO, WATCO Telefax:-0674-2391444 E-mail: mail@watcoodisha.in md@watcoodisha.in 10. The bidders have to participate in ONLINE bidding only. Further details can be seen from the website www.tendersodisha.gov.in Sd./- CEO, WATCO OIPR-13194/11/0072/2223 — [116, 768, 344, 1100]
table-cell: 27 — [512, 1170, 526, 1177]
nac-emblem-icon — [356, 538, 378, 560]
table-cell: 34 — [512, 1222, 526, 1229]
table-cell: 33 — [512, 1214, 526, 1221]
table-cell: Box File — [526, 1325, 685, 1332]
story3-sub: ୬ କୋଟି ଟଙ୍କା ବ୍ୟୟରେ ୭ କେଏମ୍ ରାସ୍ତା ମରାମତି ହେବ ଅନ୍ତିମ ପର୍ଯ୍ୟାୟରେ ପ୍ରକ୍ରିୟା — [8, 504, 106, 530]
table-cell: 1 — [686, 1251, 702, 1258]
table-cell: 6 — [357, 1199, 371, 1206]
table-cell: 1 — [496, 1259, 512, 1266]
table-cell: Dak Pad (Four - Fold File) — [526, 1296, 685, 1303]
story1-photo-caption: କଟକ ଜିଲା ଆଇନ ସେବା ପ୍ରାଧିକରଣ ଆପୋସ ସମାଧାନ କେନ୍ଦ୍ରରେ ଉପସ୍ଥିତ ବୃଦ୍ଧା ମା'ଙ୍କୁ ପୁଅ ଘରକୁ ନେଇଯିବା ସମୟରେ । — [8, 318, 320, 325]
table-cell: 1 — [686, 1333, 702, 1340]
table-cell: 2 — [357, 1170, 371, 1177]
textiles-heading: QUOTATION CALL NOTICE — [165, 470, 295, 482]
table-cell: Pay Bill Form — [371, 1325, 497, 1332]
table-cell: Paper Weight — [371, 1333, 497, 1340]
table-cell: Actt. Cash Book — [371, 1251, 497, 1258]
table-cell: White Paper Ordinary Packet — [371, 1310, 497, 1317]
table-cell: White Paper A4 Size Packet — [371, 1281, 497, 1288]
table-cell: 23 — [357, 1325, 371, 1332]
table-cell: Gum 300 Bottle/100 ml — [526, 1281, 685, 1288]
table-cell: 1 — [686, 1192, 702, 1199]
watco2-items: 2. Types of Bid :- Double Cover (Technical & Financial) 3. Estimated cost :- Rs.955.59 Lakh 4. Period of completion :- 3 (Three calendar) Months. 5. Class of Contractor :- Manufacturer 6. Date & time of availability of bid document in the portal :- From 11.00 AM of 24.02.2023 to 5.00 PM of 06.03.2023. 7. Last date / time of receipt of bids in the portal :- 5.00 PM of 06.03.2023. 8. Date & time of opening of technical bids :- 11.00 AM of 09.03.2023. 9. Name and address of the Officer Inviting Bid :- CEO, WATCO Telefax:-0674-2391444 E-mail: mail@watcoodisha.in md@watcoodisha.in — [120, 1230, 331, 1328]
